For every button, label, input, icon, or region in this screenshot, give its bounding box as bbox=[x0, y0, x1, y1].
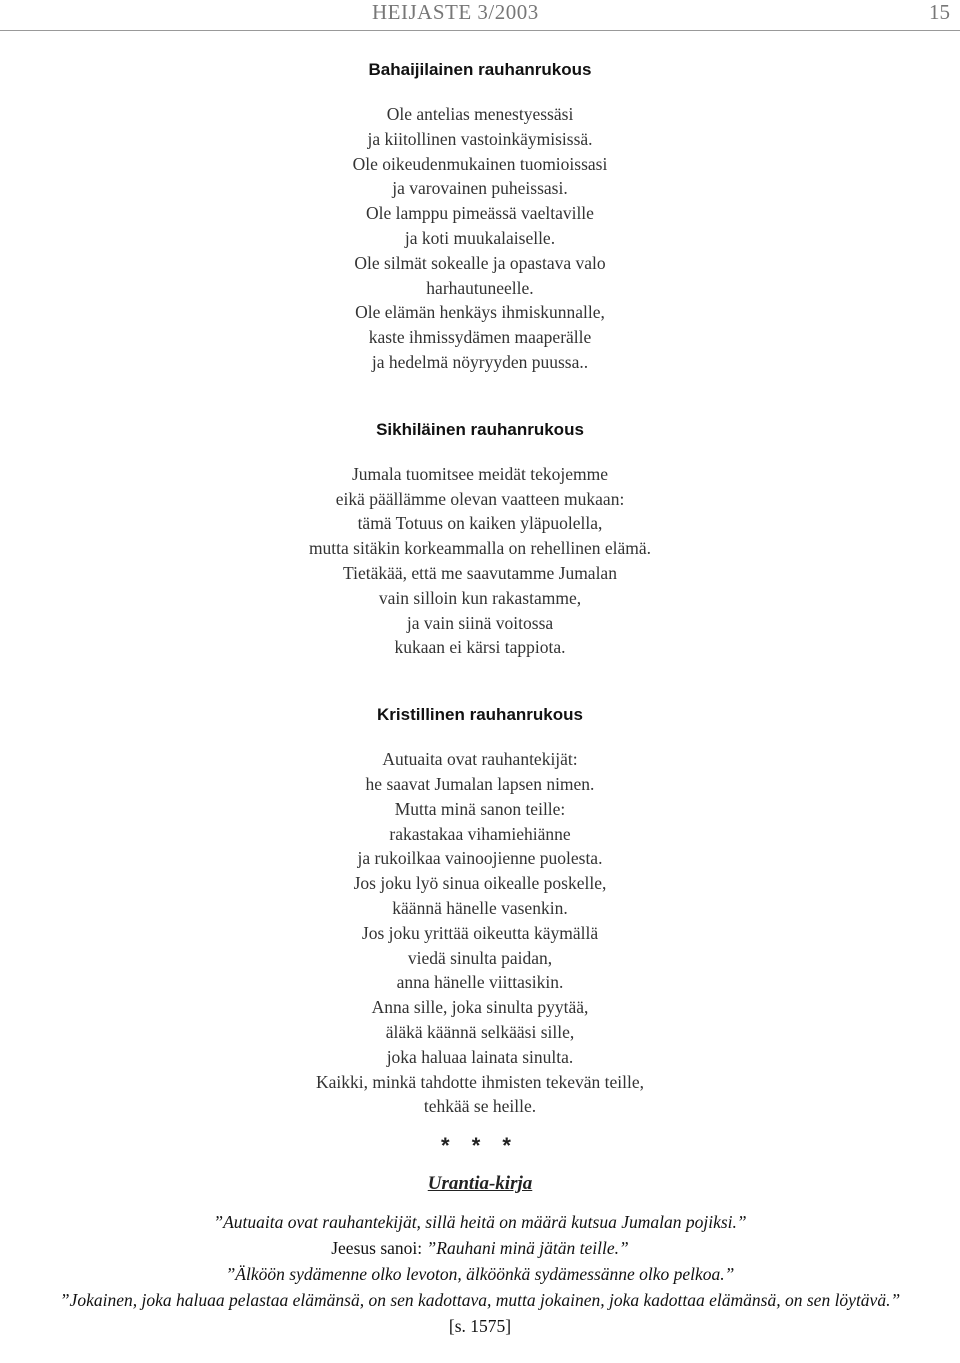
poem-line: Anna sille, joka sinulta pyytää, bbox=[371, 997, 589, 1018]
poem-line: ja hedelmä nöyryyden puussa.. bbox=[371, 351, 589, 372]
poem-line: eikä päällämme olevan vaatteen mukaan: bbox=[335, 488, 625, 509]
poem-line: he saavat Jumalan lapsen nimen. bbox=[365, 773, 595, 794]
poem-line: Jumala tuomitsee meidät tekojemme bbox=[351, 463, 609, 484]
quote-italic: ”Rauhani minä jätän teille.” bbox=[426, 1238, 629, 1259]
poem-line: ja rukoilkaa vainoojienne puolesta. bbox=[357, 848, 603, 869]
poem-line: kaste ihmissydämen maaperälle bbox=[368, 327, 592, 348]
poem-line: harhautuneelle. bbox=[426, 277, 534, 298]
quote-line bbox=[0, 1235, 960, 1261]
poem-line: Ole elämän henkäys ihmiskunnalle, bbox=[355, 302, 605, 323]
poem-line: Jos joku lyö sinua oikealle poskelle, bbox=[353, 873, 607, 894]
poem-line: käännä hänelle vasenkin. bbox=[392, 897, 568, 918]
poem-line: vain silloin kun rakastamme, bbox=[378, 587, 582, 608]
poem-line: Mutta minä sanon teille: bbox=[394, 798, 566, 819]
poem-line: tehkää se heille. bbox=[423, 1096, 537, 1117]
section-separator: * * * bbox=[441, 1133, 519, 1159]
page-reference: [s. 1575] bbox=[448, 1316, 512, 1337]
poem-line: äläkä käännä selkääsi sille, bbox=[385, 1021, 575, 1042]
poem-line: viedä sinulta paidan, bbox=[407, 947, 553, 968]
poem-line: Ole silmät sokealle ja opastava valo bbox=[354, 252, 606, 273]
urantia-title: Urantia-kirja bbox=[427, 1173, 533, 1195]
poem-line: Jos joku yrittää oikeutta käymällä bbox=[361, 922, 599, 943]
quote-prefix: Jeesus sanoi: bbox=[331, 1238, 427, 1259]
poem-line: Autuaita ovat rauhantekijät: bbox=[382, 749, 578, 770]
page-number: 15 bbox=[929, 0, 950, 24]
poem-line: ja kiitollinen vastoinkäymisissä. bbox=[367, 128, 593, 149]
section-title-christian: Kristillinen rauhanrukous bbox=[377, 705, 583, 725]
article-body bbox=[0, 60, 960, 1339]
poem-line: kukaan ei kärsi tappiota. bbox=[394, 637, 566, 658]
poem-line: Ole antelias menestyessäsi bbox=[386, 104, 574, 124]
poem-line: Ole lamppu pimeässä vaeltaville bbox=[366, 203, 594, 224]
poem-line: Tietäkää, että me saavutamme Jumalan bbox=[343, 562, 617, 583]
poem-line: joka haluaa lainata sinulta. bbox=[386, 1046, 574, 1067]
poem-christian bbox=[0, 747, 960, 1119]
journal-title: HEIJASTE 3/2003 bbox=[372, 0, 539, 24]
section-title-bahai: Bahaijilainen rauhanrukous bbox=[368, 60, 592, 79]
poem-sikh bbox=[0, 462, 960, 660]
page-header bbox=[0, 0, 960, 31]
quote-line: ”Jokainen, joka haluaa pelastaa elämänsä, on sen kadottava, mutta jokainen, joka kadottaa elämänsä, on sen löytävä.” bbox=[59, 1290, 901, 1311]
poem-bahai bbox=[0, 102, 960, 375]
poem-line: ja koti muukalaiselle. bbox=[404, 227, 556, 248]
quote-line: ”Älköön sydämenne olko levoton, älköönkä sydämessänne olko pelkoa.” bbox=[225, 1264, 735, 1285]
poem-line: anna hänelle viittasikin. bbox=[396, 972, 564, 993]
quote-line: ”Autuaita ovat rauhantekijät, sillä heitä on määrä kutsua Jumalan pojiksi.” bbox=[213, 1212, 747, 1233]
poem-line: rakastakaa vihamiehiänne bbox=[389, 823, 571, 844]
poem-line: mutta sitäkin korkeammalla on rehellinen elämä. bbox=[308, 538, 652, 559]
section-title-sikh: Sikhiläinen rauhanrukous bbox=[376, 419, 584, 439]
poem-line: Ole oikeudenmukainen tuomioissasi bbox=[352, 153, 608, 174]
poem-line: ja vain siinä voitossa bbox=[406, 612, 554, 633]
poem-line: ja varovainen puheissasi. bbox=[392, 178, 568, 199]
poem-line: Kaikki, minkä tahdotte ihmisten tekevän teille, bbox=[315, 1071, 645, 1092]
poem-line: tämä Totuus on kaiken yläpuolella, bbox=[357, 513, 603, 534]
